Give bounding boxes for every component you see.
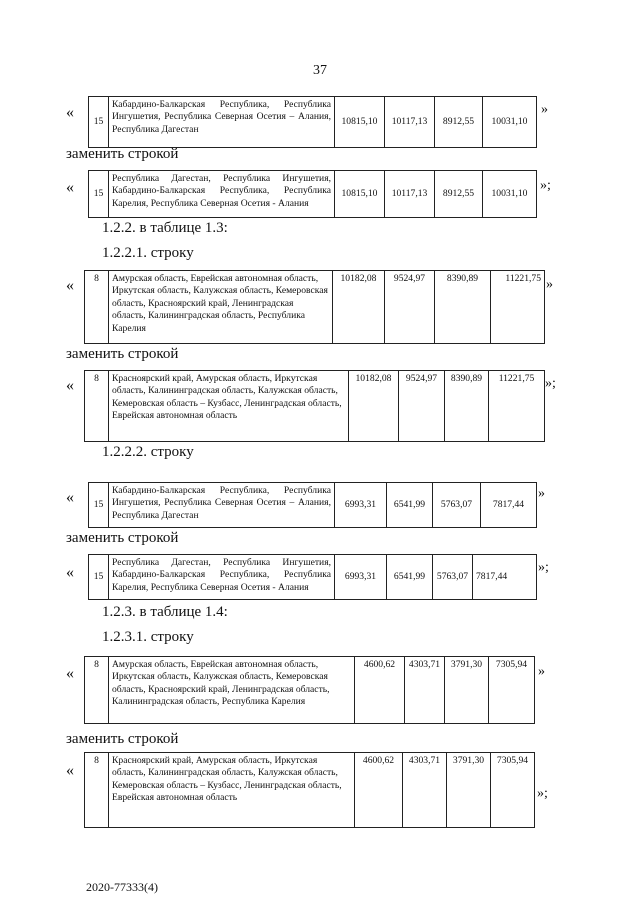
value-3: 3791,30 (447, 753, 491, 828)
value-2: 4303,71 (405, 657, 445, 724)
replace-with-row-heading: заменить строкой (66, 346, 179, 362)
value-1: 4600,62 (355, 657, 405, 724)
value-2: 10117,13 (385, 171, 435, 218)
item-heading: 1.2.3.1. строку (102, 629, 194, 645)
value-4: 11221,75 (491, 271, 545, 344)
value-3: 5763,07 (433, 483, 481, 528)
value-1: 6993,31 (335, 555, 387, 600)
row-number: 8 (85, 753, 109, 828)
row-number: 15 (89, 97, 109, 148)
row-number: 15 (89, 555, 109, 600)
value-1: 10815,10 (335, 97, 385, 148)
replace-with-row-heading: заменить строкой (66, 731, 179, 747)
value-2: 6541,99 (387, 555, 433, 600)
value-2: 10117,13 (385, 97, 435, 148)
closing-quote: »; (540, 178, 551, 193)
closing-quote: »; (538, 560, 549, 575)
opening-quote: « (66, 762, 74, 779)
opening-quote: « (66, 665, 74, 682)
row-number: 8 (85, 371, 109, 442)
opening-quote: « (66, 489, 74, 506)
value-1: 10182,08 (349, 371, 399, 442)
region-list: Республика Дагестан, Республика Ингушетия, Кабардино-Балкарская Республика, Республика Карелия, Республика Северная Осетия - Алания (109, 555, 335, 600)
table-row (84, 370, 545, 442)
value-4: 11221,75 (489, 371, 545, 442)
table-row (88, 482, 537, 528)
table-row (84, 752, 535, 828)
value-4: 7817,44 (481, 483, 537, 528)
opening-quote: « (66, 179, 74, 196)
value-1: 4600,62 (355, 753, 403, 828)
value-2: 9524,97 (399, 371, 445, 442)
table-1-3-heading: 1.2.2. в таблице 1.3: (102, 220, 228, 236)
value-3: 3791,30 (445, 657, 489, 724)
replace-with-row-heading: заменить строкой (66, 530, 179, 546)
region-list: Красноярский край, Амурская область, Иркутская область, Калининградская область, Калужская область, Кемеровская область – Кузбасс, Ленинградская область, Еврейская автономная область (109, 371, 349, 442)
page-number: 37 (313, 63, 327, 78)
opening-quote: « (66, 277, 74, 294)
closing-quote: » (546, 277, 553, 292)
opening-quote: « (66, 377, 74, 394)
value-4: 10031,10 (483, 97, 537, 148)
document-code-footer: 2020-77333(4) (86, 880, 158, 894)
row-number: 8 (85, 271, 109, 344)
value-2: 4303,71 (403, 753, 447, 828)
region-list: Красноярский край, Амурская область, Иркутская область, Калининградская область, Калужская область, Кемеровская область – Кузбасс, Ленинградская область, Еврейская автономная область (109, 753, 355, 828)
opening-quote: « (66, 564, 74, 581)
value-1: 10182,08 (333, 271, 385, 344)
closing-quote: »; (545, 376, 556, 391)
value-3: 8912,55 (435, 171, 483, 218)
replace-with-row-heading: заменить строкой (66, 146, 179, 162)
value-4: 7305,94 (489, 657, 535, 724)
table-1-4-heading: 1.2.3. в таблице 1.4: (102, 604, 228, 620)
value-4: 7305,94 (491, 753, 535, 828)
closing-quote: »; (537, 786, 548, 801)
region-list: Республика Дагестан, Республика Ингушетия, Кабардино-Балкарская Республика, Республика Карелия, Республика Северная Осетия - Алания (109, 171, 335, 218)
item-heading: 1.2.2.1. строку (102, 245, 194, 261)
table-row (88, 170, 537, 218)
closing-quote: » (541, 102, 548, 117)
table-row (84, 270, 545, 344)
value-3: 8390,89 (435, 271, 491, 344)
item-heading: 1.2.2.2. строку (102, 444, 194, 460)
value-2: 6541,99 (387, 483, 433, 528)
value-4: 10031,10 (483, 171, 537, 218)
closing-quote: » (538, 486, 545, 501)
region-list: Амурская область, Еврейская автономная область, Иркутская область, Калужская область, Кемеровская область, Красноярский край, Ленинградская область, Калининградская область, Республика Карелия (109, 271, 333, 344)
value-3: 5763,07 (433, 555, 473, 600)
row-number: 15 (89, 171, 109, 218)
value-3: 8390,89 (445, 371, 489, 442)
region-list: Амурская область, Еврейская автономная область, Иркутская область, Калужская область, Кемеровская область, Красноярский край, Ленинградская область, Калининградская область, Республика Карелия (109, 657, 355, 724)
table-row (88, 554, 537, 600)
row-number: 15 (89, 483, 109, 528)
value-1: 6993,31 (335, 483, 387, 528)
closing-quote: » (538, 664, 545, 679)
value-3: 8912,55 (435, 97, 483, 148)
opening-quote: « (66, 104, 74, 121)
value-1: 10815,10 (335, 171, 385, 218)
table-row (88, 96, 537, 148)
row-number: 8 (85, 657, 109, 724)
value-4: 7817,44 (473, 555, 537, 600)
region-list: Кабардино-Балкарская Республика, Республика Ингушетия, Республика Северная Осетия – Алания, Республика Дагестан (109, 97, 335, 148)
value-2: 9524,97 (385, 271, 435, 344)
region-list: Кабардино-Балкарская Республика, Республика Ингушетия, Республика Северная Осетия – Алания, Республика Дагестан (109, 483, 335, 528)
table-row (84, 656, 535, 724)
